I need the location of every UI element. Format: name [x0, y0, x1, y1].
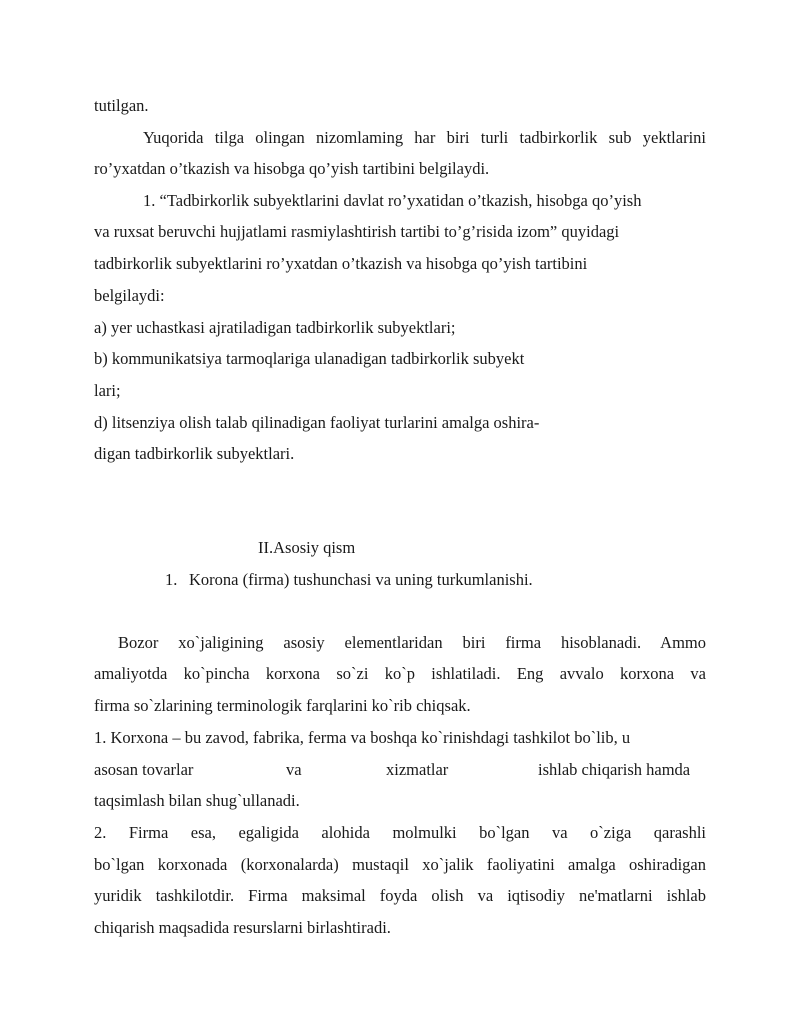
text-line: firma so`zlarining terminologik farqlarini ko`rib chiqsak.: [94, 696, 471, 715]
list-item: b) kommunikatsiya tarmoqlariga ulanadigan tadbirkorlik subyekt: [94, 349, 525, 368]
text-line: taqsimlash bilan shug`ullanadi.: [94, 791, 300, 810]
text-line: tadbirkorlik subyektlarini ro’yxatdan o’tkazish va hisobga qo’yish tartibini: [94, 254, 588, 273]
text-line: ro’yxatdan o’tkazish va hisobga qo’yish tartibini belgilaydi.: [94, 159, 490, 178]
text-line: amaliyotda ko`pincha korxona so`zi ko`p ishlatiladi. Eng avvalo korxona va: [94, 664, 706, 683]
text-line: lari;: [94, 381, 121, 400]
text-word: ishlab chiqarish hamda: [538, 760, 691, 779]
text-word: xizmatlar: [386, 760, 449, 779]
section-heading: II.Asosiy qism: [258, 538, 356, 557]
text-line: chiqarish maqsadida resurslarni birlashtiradi.: [94, 918, 391, 937]
text-line: bo`lgan korxonada (korxonalarda) mustaqil xo`jalik faoliyatini amalga oshiradigan: [94, 855, 706, 874]
subheading-text: Korona (firma) tushunchasi va uning turkumlanishi.: [189, 570, 533, 589]
text-word: asosan tovarlar: [94, 760, 194, 779]
text-line: 2. Firma esa, egaligida alohida molmulki bo`lgan va o`ziga qarashli: [94, 823, 706, 842]
list-item: a) yer uchastkasi ajratiladigan tadbirkorlik subyektlari;: [94, 318, 456, 337]
text-line: yuridik tashkilotdir. Firma maksimal foyda olish va iqtisodiy ne'matlarni ishlab: [94, 886, 706, 905]
text-line: va ruxsat beruvchi hujjatlami rasmiylashtirish tartibi to’g’risida izom” quyidagi: [94, 222, 620, 241]
text-line: tutilgan.: [94, 96, 149, 115]
text-line: 1. Korxona – bu zavod, fabrika, ferma va boshqa ko`rinishdagi tashkilot bo`lib, u: [94, 728, 631, 747]
text-line: belgilaydi:: [94, 286, 165, 305]
text-line: 1. “Tadbirkorlik subyektlarini davlat ro’yxatidan o’tkazish, hisobga qo’yish: [143, 191, 642, 210]
text-word: va: [286, 760, 302, 779]
list-item: d) litsenziya olish talab qilinadigan faoliyat turlarini amalga oshira-: [94, 413, 540, 432]
text-line: Bozor xo`jaligining asosiy elementlaridan biri firma hisoblanadi. Ammo: [118, 633, 706, 652]
text-line: digan tadbirkorlik subyektlari.: [94, 444, 295, 463]
subheading-number: 1.: [165, 570, 178, 589]
text-line: Yuqorida tilga olingan nizomlaming har biri turli tadbirkorlik sub yektlarini: [143, 128, 706, 147]
